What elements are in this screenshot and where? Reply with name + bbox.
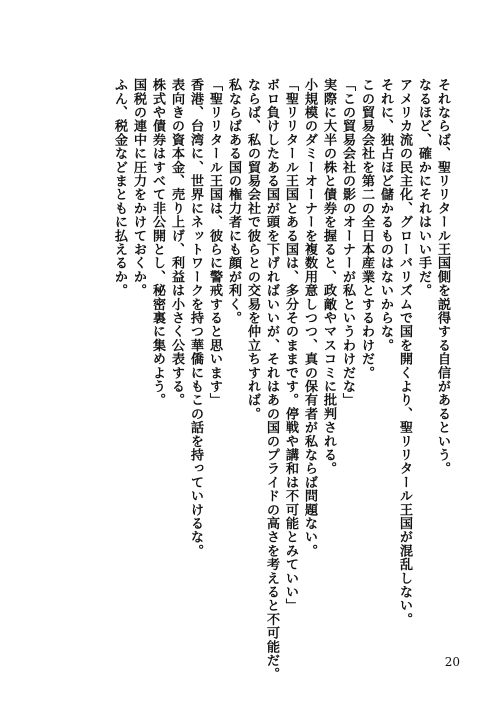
text-line: 株式や債券はすべて非公開とし、秘密裏に集めよう。: [150, 78, 165, 407]
text-line: ボロ負けしたある国が頭を下げればいいが、それはあの国のプライドの高さを考えると不可能だ。: [264, 78, 279, 681]
text-line: 小規模のダミーオーナーを複数用意しつつ、真の保有者が私ならば問題ない。: [302, 78, 317, 558]
text-line: それに、独占ほど儲かるものはないからな。: [378, 78, 393, 352]
text-line: この貿易会社を第二の全日本産業とするわけだ。: [359, 78, 374, 380]
text-line: 「聖リリタール王国は、彼らに警戒すると思います」: [207, 78, 222, 407]
text-line: 実際に大半の株と債券を握ると、政敵やマスコミに批判される。: [321, 78, 336, 476]
text-line: アメリカ流の民主化、グローバリズムで国を開くより、聖リリタール王国が混乱しない。: [397, 78, 412, 626]
text-line: 私ならばある国の権力者にも顔が利く。: [226, 78, 241, 325]
text-line: ふん、税金などまともに払えるか。: [112, 78, 127, 298]
page-number: 20: [444, 655, 460, 669]
text-line: 国税の連中に圧力をかけておくか。: [131, 78, 146, 298]
text-line: 表向きの資本金、売り上げ、利益は小さく公表する。: [169, 78, 184, 407]
text-line: それならば、聖リリタール王国側を説得する自信があるという。: [435, 78, 450, 476]
text-line: 「この貿易会社の影のオーナーが私というわけだな」: [340, 78, 355, 407]
text-line: ならば、私の貿易会社で彼らとの交易を仲立ちすれば。: [245, 78, 260, 421]
text-line: なるほど、確かにそれはいい手だ。: [416, 78, 431, 298]
text-line: 「聖リリタール王国とある国は、多分そのままです。停戦や講和は不可能とみていい」: [283, 78, 298, 613]
text-line: 香港、台湾に、世界にネットワークを持つ華僑にもこの話を持っていけるな。: [188, 78, 203, 558]
